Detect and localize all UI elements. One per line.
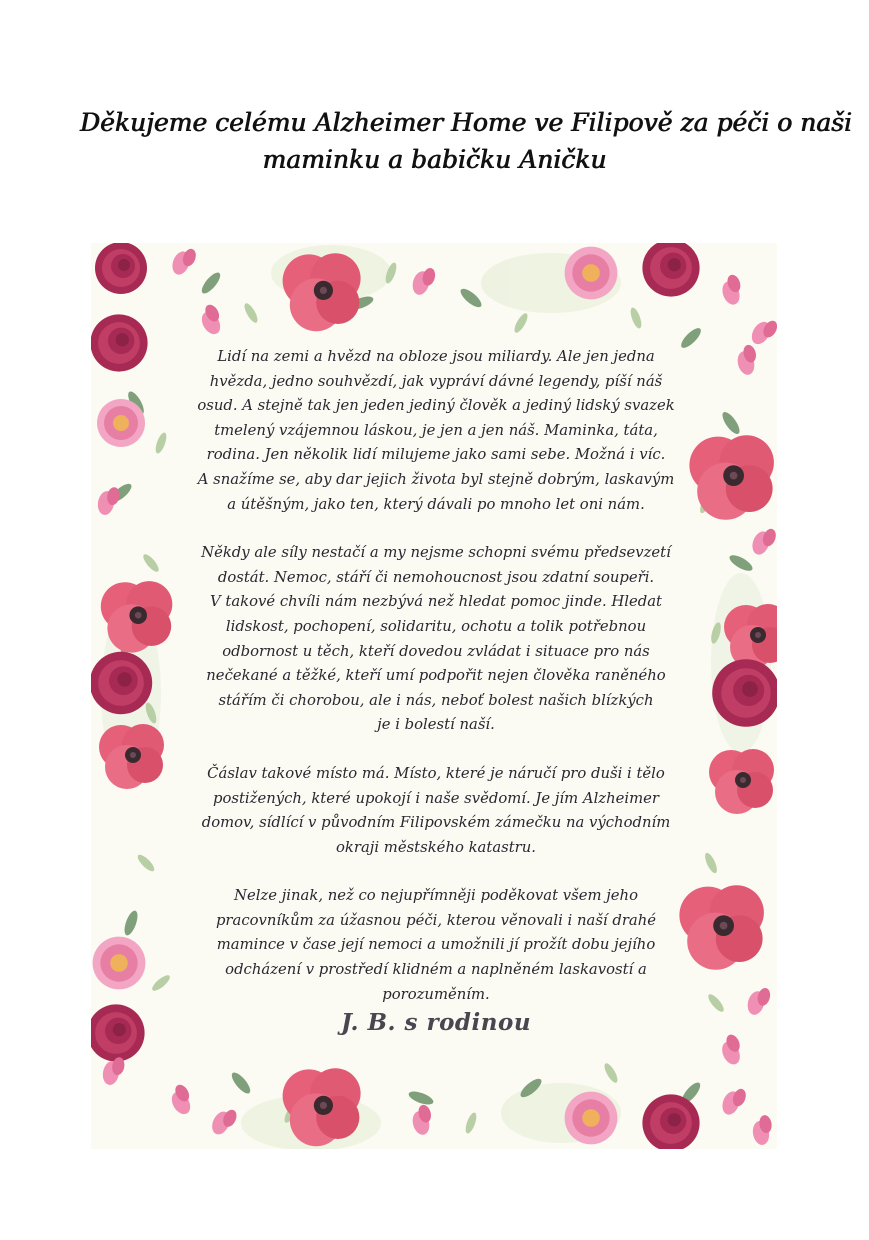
letter-line: odbornost u těch, kteří dovedou zvládat i situace pro nás — [222, 642, 650, 660]
letter-line: pracovníkům za úžasnou péči, kterou věnovali i naší drahé — [215, 911, 657, 929]
letter-line: dostát. Nemoc, stáří či nemohoucnost jsou zdatní soupeři. — [217, 568, 655, 586]
letter-line: mamince v čase její nemoci a umožnili jí prožít dobu jejího — [216, 936, 656, 954]
letter-line: Lidí na zemi a hvězd na obloze jsou miliardy. Ale jen jedna — [217, 348, 655, 365]
title-line-2: maminku a babičku Aničku — [262, 145, 607, 174]
letter-paragraph — [191, 345, 681, 517]
floral-frame — [91, 243, 777, 1149]
letter-line: osud. A stejně tak jen jeden jediný člověk a jediný lidský svazek — [197, 397, 675, 415]
letter-line: tmelený vzájemnou láskou, je jen a jen náš. Maminka, táta, — [214, 421, 658, 439]
letter-line: stářím či chorobou, ale i nás, neboť bolest našich blízkých — [218, 691, 654, 709]
letter-line: domov, sídlící v původním Filipovském zámečku na východním — [201, 814, 671, 832]
letter-line: V takové chvíli nám nezbývá než hledat pomoc jinde. Hledat — [210, 593, 662, 611]
letter-paragraph — [191, 884, 681, 1007]
letter-line: A snažíme se, aby dar jejich života byl stejně dobrým, laskavým — [197, 470, 675, 488]
letter-body — [191, 345, 681, 1031]
letter-line: postižených, které upokojí i naše svědomí. Je jím Alzheimer — [213, 789, 659, 807]
letter-line: a útěšným, jako ten, který dávali po mnoho let oni nám. — [227, 495, 645, 513]
letter-line: odcházení v prostředí klidném a naplněném laskavostí a — [225, 961, 647, 979]
letter-line: Nelze jinak, než co nejupřímněji poděkovat všem jeho — [234, 887, 638, 905]
page-title — [80, 104, 852, 178]
letter-paragraph — [191, 762, 681, 860]
letter-line: je i bolestí naší. — [377, 716, 495, 734]
signature: J. B. s rodinou — [340, 1009, 532, 1036]
title-line-1: Děkujeme celému Alzheimer Home ve Filipově za péči o naši — [80, 108, 852, 137]
letter-line: Čáslav takové místo má. Místo, které je náručí pro duši i tělo — [207, 764, 665, 782]
letter-line: okraji městského katastru. — [336, 838, 536, 856]
letter-line: lidskost, pochopení, solidaritu, ochotu a tolik potřebnou — [225, 617, 647, 635]
letter-line: Někdy ale síly nestačí a my nejsme schopni svému předsevzetí — [201, 544, 671, 562]
letter-paragraph — [191, 541, 681, 738]
letter-line: hvězda, jedno souhvězdí, jak vypráví dávné legendy, píší náš — [209, 372, 663, 390]
letter-line: porozuměním. — [382, 985, 490, 1003]
letter-line: rodina. Jen několik lidí milujeme jako sami sebe. Možná i víc. — [206, 446, 666, 464]
letter-line: nečekané a těžké, kteří umí podpořit nejen člověka raněného — [206, 667, 666, 685]
